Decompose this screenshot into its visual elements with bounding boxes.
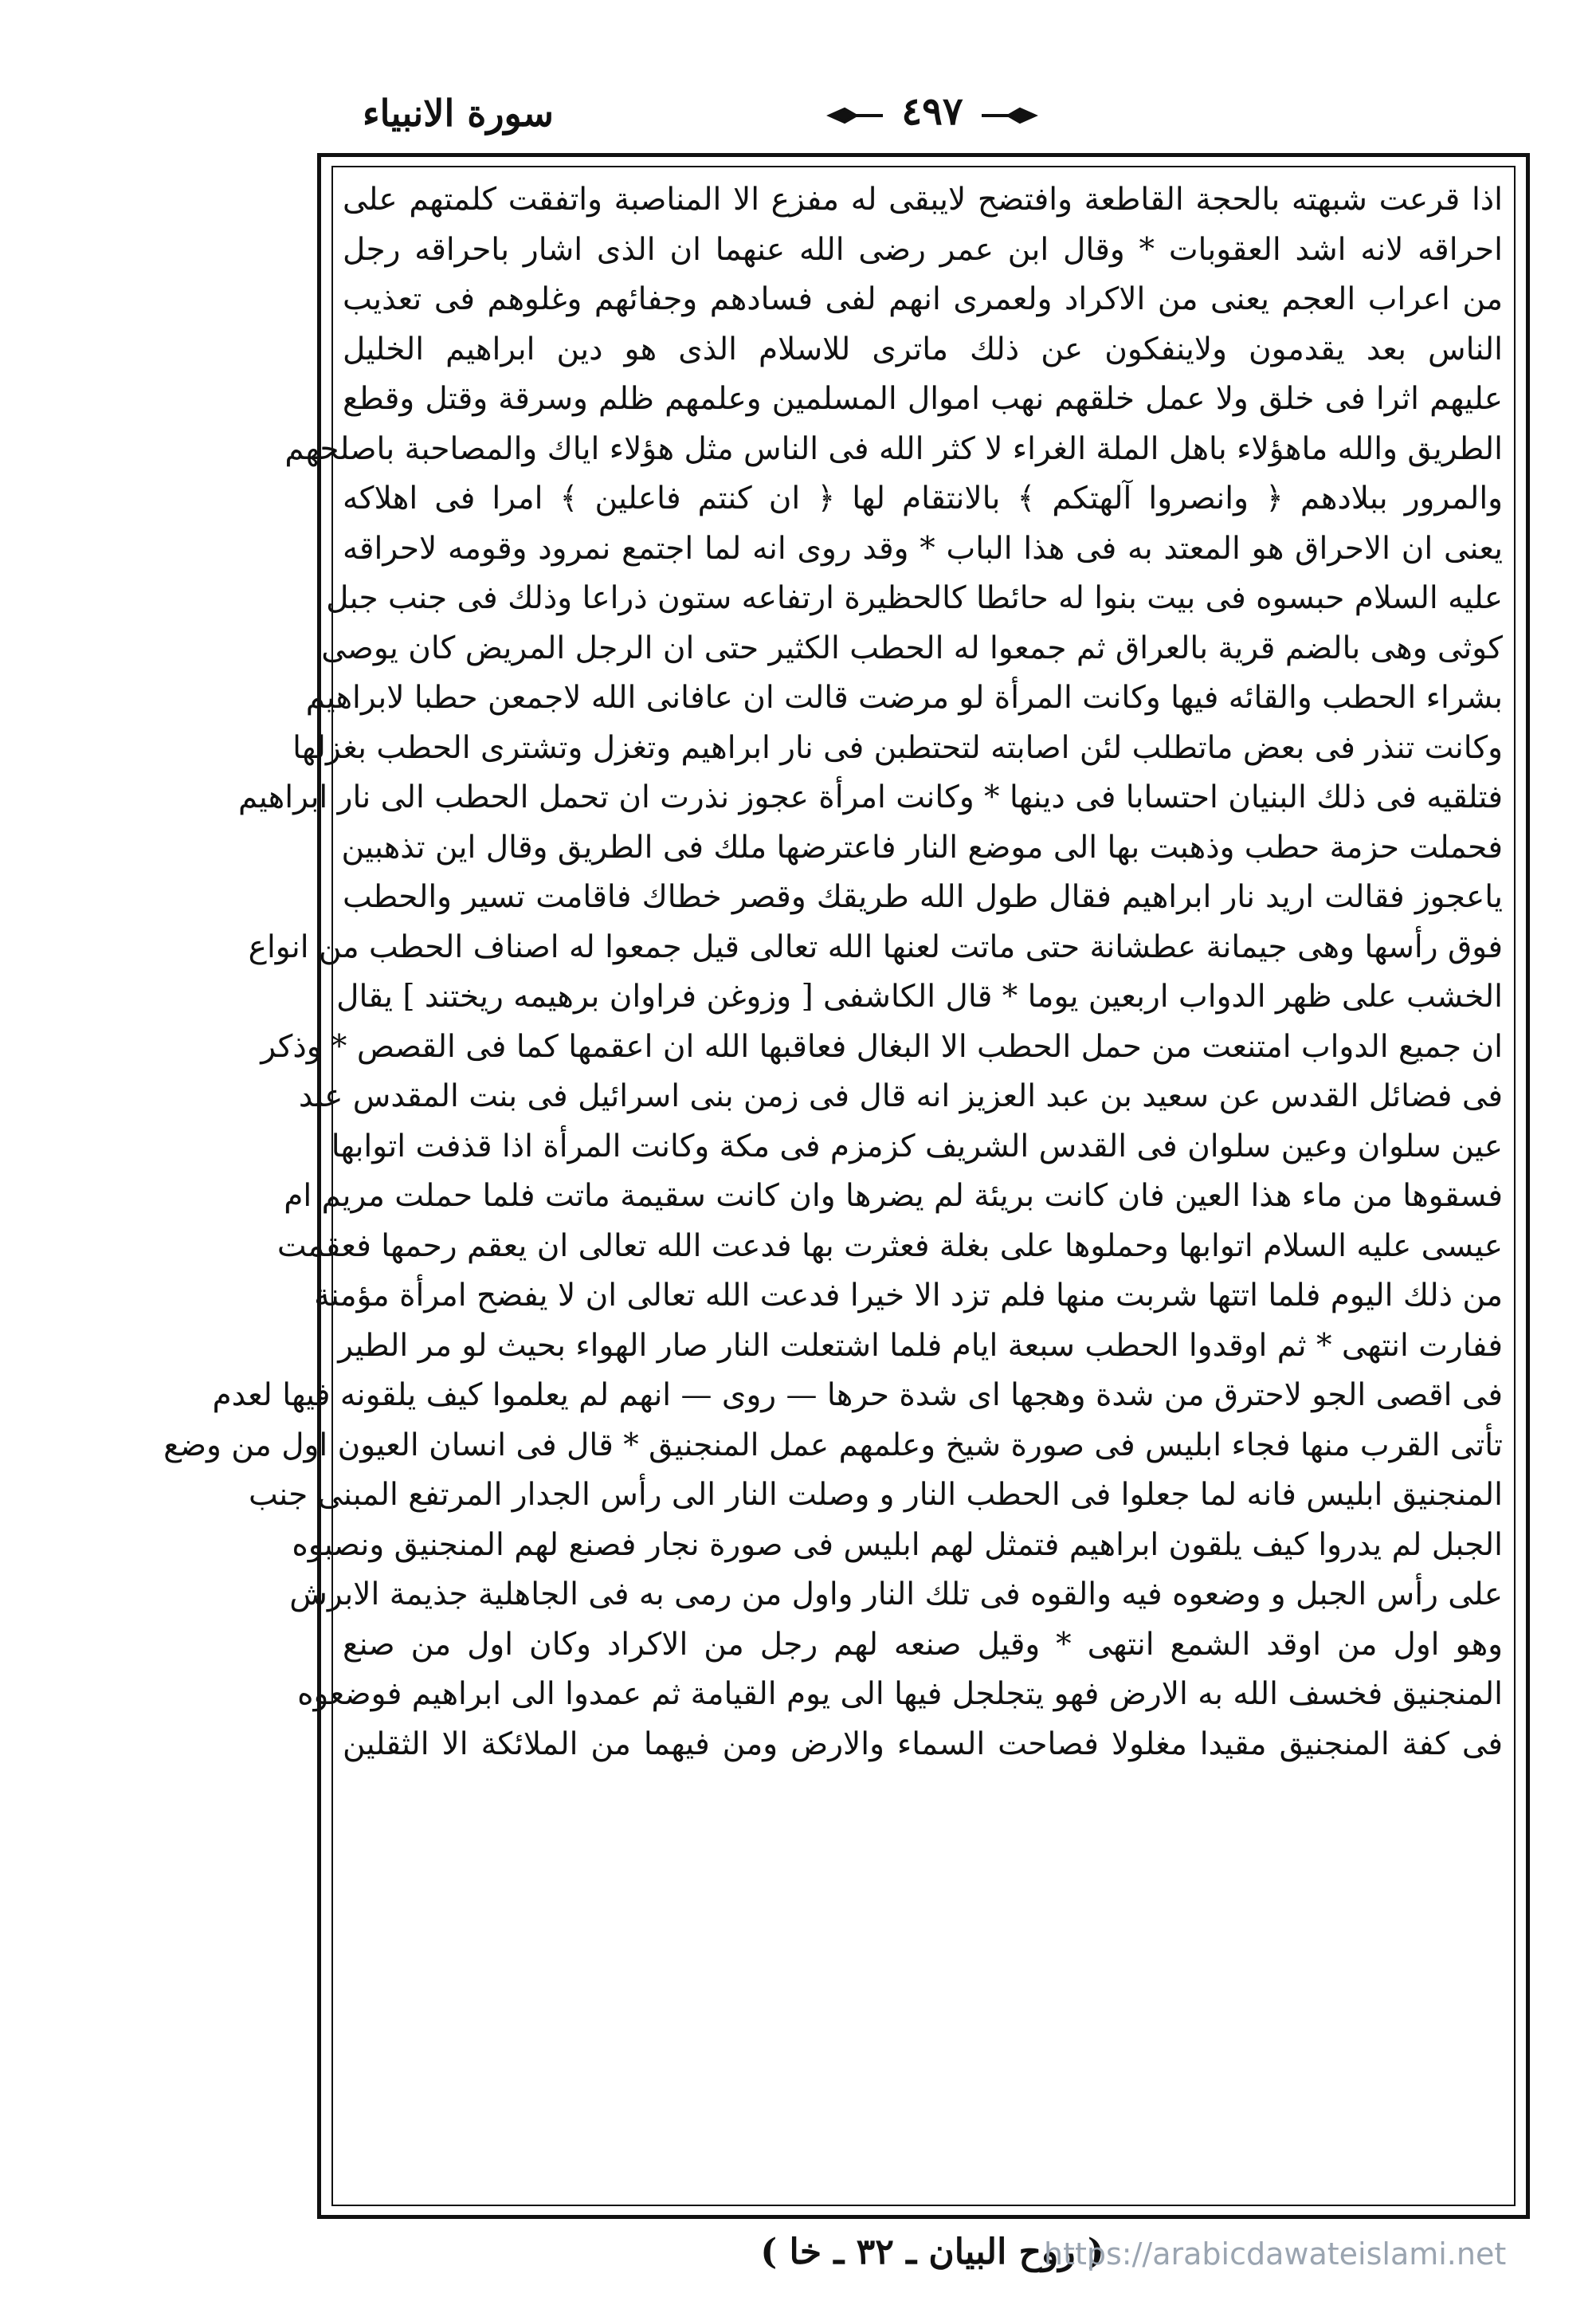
- text-line: كوثى وهى بالضم قرية بالعراق ثم جمعوا له الحطب الكثير حتى ان الرجل المريض كان يوصى: [321, 630, 1503, 666]
- text-line: المنجنيق فخسف الله به الارض فهو يتجلجل فيها الى يوم القيامة ثم عمدوا الى ابراهيم فوضعوه: [297, 1676, 1503, 1712]
- text-line: عليهم اثرا فى خلق ولا عمل خلقهم نهب اموال المسلمين وعلمهم ظلم وسرقة وقتل وقطع: [343, 381, 1503, 417]
- text-line: عين سلوان وعين سلوان فى القدس الشريف كزمزم فى مكة وكانت المرأة اذا قذفت اتوابها: [331, 1128, 1503, 1164]
- text-line: تأتى القرب منها فجاء ابليس فى صورة شيخ وعلمهم عمل المنجنيق * قال فى انسان العيون اول من وضع: [163, 1427, 1503, 1463]
- text-line: فحملت حزمة حطب وذهبت بها الى موضع النار فاعترضها ملك فى الطريق وقال اين تذهبين: [341, 829, 1503, 866]
- text-line: فى فضائل القدس عن سعيد بن عبد العزيز انه قال فى زمن بنى اسرائيل فى بنت المقدس عند: [298, 1078, 1503, 1114]
- text-line: عليه السلام حبسوه فى بيت بنوا له حائطا كالحظيرة ارتفاعه ستون ذراعا وذلك فى جنب جبل: [326, 580, 1503, 616]
- text-line: ان جميع الدواب امتنعت من حمل الحطب الا البغال فعاقبها الله ان اعقمها كما فى القصص * وذكر: [261, 1028, 1503, 1065]
- text-body: [163, 175, 1503, 2200]
- text-line: عيسى عليه السلام اتوابها وحملوها على بغلة فعثرت بها فدعت الله تعالى ان يعقم رحمها فعقمت: [276, 1227, 1503, 1264]
- ornament-left-icon: [829, 107, 884, 124]
- text-line: يعنى ان الاحراق هو المعتد به فى هذا الباب * وقد روى انه لما اجتمع نمرود وقومه لاحراقه: [343, 530, 1503, 567]
- page-number-block: [829, 89, 1036, 140]
- text-line: المنجنيق ابليس فانه لما جعلوا فى الحطب النار و وصلت النار الى رأس الجدار المرتفع المبنى جنب: [249, 1477, 1503, 1513]
- text-line: فتلقيه فى ذلك البنيان احتسابا فى دينها * وكانت امرأة عجوز نذرت ان تحمل الحطب الى نار ابراهيم: [237, 779, 1503, 815]
- watermark-url: https://arabicdawateislami.net: [1044, 2236, 1507, 2272]
- text-line: فى اقصى الجو لاحترق من شدة وهجها اى شدة حرها — روى — انهم لم يعلموا كيف يلقونه فيها لعدم: [212, 1377, 1503, 1413]
- text-line: وكانت تنذر فى بعض ماتطلب لئن اصابته لتحتطبن فى نار ابراهيم وتغزل وتشترى الحطب بغزلها: [292, 729, 1503, 766]
- text-line: الطريق والله ماهؤلاء باهل الملة الغراء لا كثر الله فى الناس مثل هؤلاء اياك والمصاحبة باصلحهم: [284, 430, 1503, 467]
- text-line: بشراء الحطب والقائه فيها وكانت المرأة لو مرضت قالت ان عافانى الله لاجمعن حطبا لابراهيم: [305, 680, 1503, 716]
- text-line: الخشب على ظهر الدواب اربعين يوما * قال الكاشفى [ وزوغن فراوان برهيمه ريختند ] يقال: [336, 979, 1503, 1015]
- text-line: احراقه لانه اشد العقوبات * وقال ابن عمر رضى الله عنهما ان الذى اشار باحراقه رجل: [343, 231, 1503, 268]
- ornament-right-icon: [980, 107, 1036, 124]
- text-line: الناس بعد يقدمون ولاينفكون عن ذلك ماترى للاسلام الذى هو دين ابراهيم الخليل: [343, 331, 1503, 367]
- text-line: فوق رأسها وهى جيمانة عطشانة حتى ماتت لعنها الله تعالى قيل جمعوا له اصناف الحطب من انواع: [248, 929, 1503, 965]
- text-line: والمرور ببلادهم ﴿ وانصروا آلهتكم ﴾ بالانتقام لها ﴿ ان كنتم فاعلين ﴾ امرا فى اهلاكه: [343, 481, 1503, 516]
- text-line: الجبل لم يدروا كيف يلقون ابراهيم فتمثل لهم ابليس فى صورة نجار فصنع لهم المنجنيق ونصبوه: [292, 1526, 1503, 1563]
- text-line: على رأس الجبل و وضعوه فيه والقوه فى تلك النار واول من رمى به فى الجاهلية جذيمة الابرش: [289, 1577, 1503, 1612]
- text-line: وهو اول من اوقد الشمع انتهى * وقيل صنعه لهم رجل من الاكراد وكان اول من صنع: [343, 1626, 1503, 1663]
- text-line: ففارت انتهى * ثم اوقدوا الحطب سبعة ايام فلما اشتعلت النار صار الهواء بحيث لو مر الطير: [338, 1327, 1503, 1364]
- page-number: ٤٩٧: [901, 89, 963, 134]
- text-line: فى كفة المنجنيق مقيدا مغلولا فصاحت السماء والارض ومن فيهما من الملائكة الا الثقلين: [343, 1726, 1503, 1762]
- text-line: من ذلك اليوم فلما اتتها شربت منها فلم تزد الا خيرا فدعت الله تعالى ان لا يفضح امرأة مؤمنة: [314, 1278, 1503, 1313]
- footer-signature: ( روح البيان ـ ٣٢ ـ خا ): [760, 2232, 1104, 2272]
- text-line: من اعراب العجم يعنى من الاكراد ولعمرى انهم لفى فسادهم وجفائهم وغلوهم فى تعذيب: [343, 281, 1503, 317]
- text-line: فسقوها من ماء هذا العين فان كانت بريئة لم يضرها وان كانت سقيمة ماتت فلما حملت مريم ام: [284, 1178, 1503, 1214]
- text-line: اذا قرعت شبهته بالحجة القاطعة وافتضح لايبقى له مفزع الا المناصبة واتفقت كلمتهم على: [343, 182, 1503, 218]
- page-header: [0, 0, 1596, 151]
- text-line: ياعجوز فقالت اريد نار ابراهيم فقال طول الله طريقك وقصر خطاك فاقامت تسير والحطب: [343, 879, 1503, 915]
- surah-title: سورة الانبياء: [363, 92, 554, 135]
